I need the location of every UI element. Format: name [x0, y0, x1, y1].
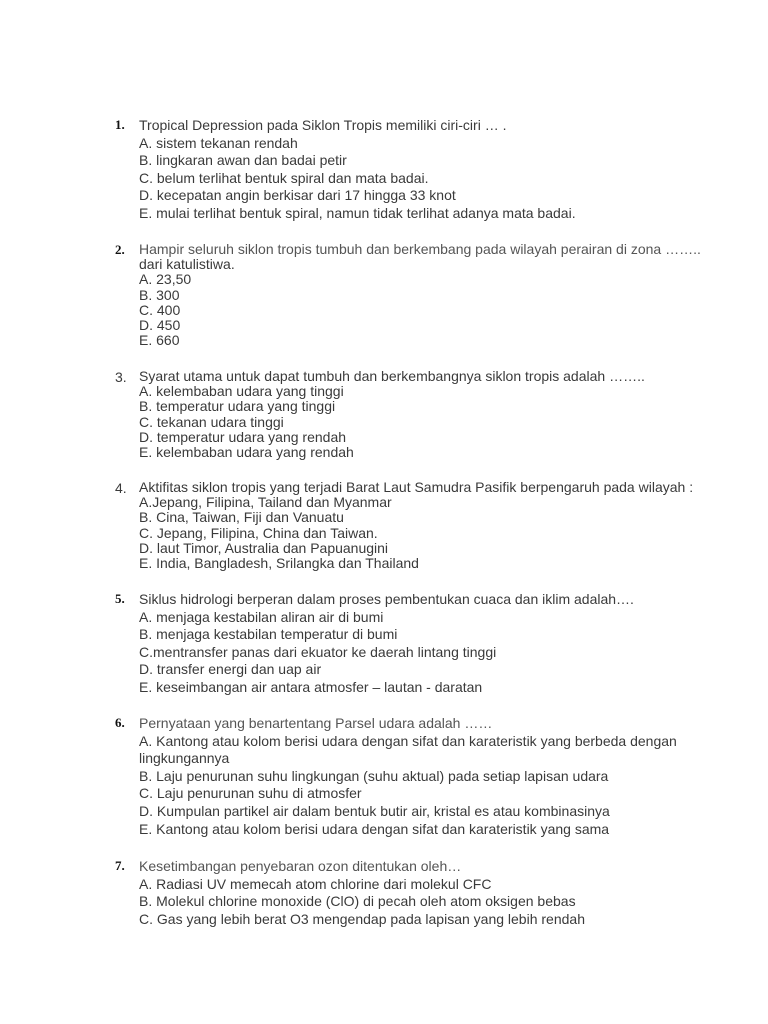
question-text: Hampir seluruh siklon tropis tumbuh dan berkembang pada wilayah perairan di zona …….. — [139, 241, 701, 257]
option-d: D. temperatur udara yang rendah — [139, 428, 347, 445]
question-number: 6. — [115, 715, 125, 730]
question-text: Aktifitas siklon tropis yang terjadi Barat Laut Samudra Pasifik berpengaruh pada wilayah : — [139, 479, 694, 495]
option-a: A. 23,50 — [139, 271, 192, 288]
option-a: A.Jepang, Filipina, Tailand dan Myanmar — [139, 494, 392, 511]
option-d: D. Kumpulan partikel air dalam bentuk butir air, kristal es atau kombinasinya — [139, 802, 610, 819]
option-c: C. Laju penurunan suhu di atmosfer — [139, 785, 362, 802]
question-text: Syarat utama untuk dapat tumbuh dan berkembangnya siklon tropis adalah …….. — [139, 368, 645, 384]
option-e: E. kelembaban udara yang rendah — [139, 444, 354, 461]
question-text: Tropical Depression pada Siklon Tropis memiliki ciri-ciri … . — [139, 117, 507, 133]
option-d: D. laut Timor, Australia dan Papuanugini — [139, 539, 389, 556]
option-a: A. kelembaban udara yang tinggi — [139, 383, 344, 400]
question-number: 2. — [115, 242, 125, 257]
question-6 — [115, 715, 735, 838]
question-7 — [115, 858, 735, 928]
option-b: B. 300 — [139, 286, 180, 303]
option-d: D. kecepatan angin berkisar dari 17 hingga 33 knot — [139, 187, 456, 204]
option-d: D. transfer energi dan uap air — [139, 661, 322, 678]
question-number: 5. — [115, 591, 125, 606]
question-3 — [115, 369, 735, 460]
option-a: A. Radiasi UV memecah atom chlorine dari molekul CFC — [139, 875, 492, 892]
question-number: 4. — [115, 480, 127, 496]
option-b: B. Molekul chlorine monoxide (ClO) di pecah oleh atom oksigen bebas — [139, 893, 576, 910]
question-text-continuation: dari katulistiwa. — [139, 256, 235, 273]
question-5 — [115, 591, 735, 697]
option-e: E. India, Bangladesh, Srilangka dan Thailand — [139, 555, 419, 572]
option-b: B. Laju penurunan suhu lingkungan (suhu aktual) pada setiap lapisan udara — [139, 767, 609, 784]
option-c: C. 400 — [139, 301, 181, 318]
option-b: B. menjaga kestabilan temperatur di bumi — [139, 626, 398, 643]
question-4 — [115, 480, 735, 571]
question-number: 1. — [115, 117, 125, 132]
option-e: E. keseimbangan air antara atmosfer – lautan - daratan — [139, 678, 483, 695]
question-number: 7. — [115, 858, 125, 873]
question-text: Pernyataan yang benartentang Parsel udara adalah …… — [139, 715, 493, 731]
option-e: E. 660 — [139, 332, 180, 349]
option-a: A. sistem tekanan rendah — [139, 134, 298, 151]
option-b: B. lingkaran awan dan badai petir — [139, 152, 347, 169]
option-c: C. tekanan udara tinggi — [139, 413, 284, 430]
option-c: C. Gas yang lebih berat O3 mengendap pada lapisan yang lebih rendah — [139, 910, 585, 927]
option-a: A. menjaga kestabilan aliran air di bumi — [139, 608, 384, 625]
question-number: 3. — [115, 369, 127, 385]
option-d: D. 450 — [139, 317, 181, 334]
option-e: E. Kantong atau kolom berisi udara dengan sifat dan karateristik yang sama — [139, 820, 610, 837]
question-2 — [115, 242, 735, 348]
question-text: Kesetimbangan penyebaran ozon ditentukan oleh… — [139, 858, 462, 874]
question-1 — [115, 117, 735, 223]
option-b: B. Cina, Taiwan, Fiji dan Vanuatu — [139, 509, 344, 526]
option-c: C. Jepang, Filipina, China dan Taiwan. — [139, 524, 378, 541]
option-a: A. Kantong atau kolom berisi udara dengan sifat dan karateristik yang berbeda dengan lingkungannya — [139, 732, 681, 767]
option-e: E. mulai terlihat bentuk spiral, namun tidak terlihat adanya mata badai. — [139, 204, 576, 221]
question-text: Siklus hidrologi berperan dalam proses pembentukan cuaca dan iklim adalah…. — [139, 591, 634, 607]
option-b: B. temperatur udara yang tinggi — [139, 398, 336, 415]
option-c: C. belum terlihat bentuk spiral dan mata badai. — [139, 169, 429, 186]
option-c: C.mentransfer panas dari ekuator ke daerah lintang tinggi — [139, 643, 497, 660]
